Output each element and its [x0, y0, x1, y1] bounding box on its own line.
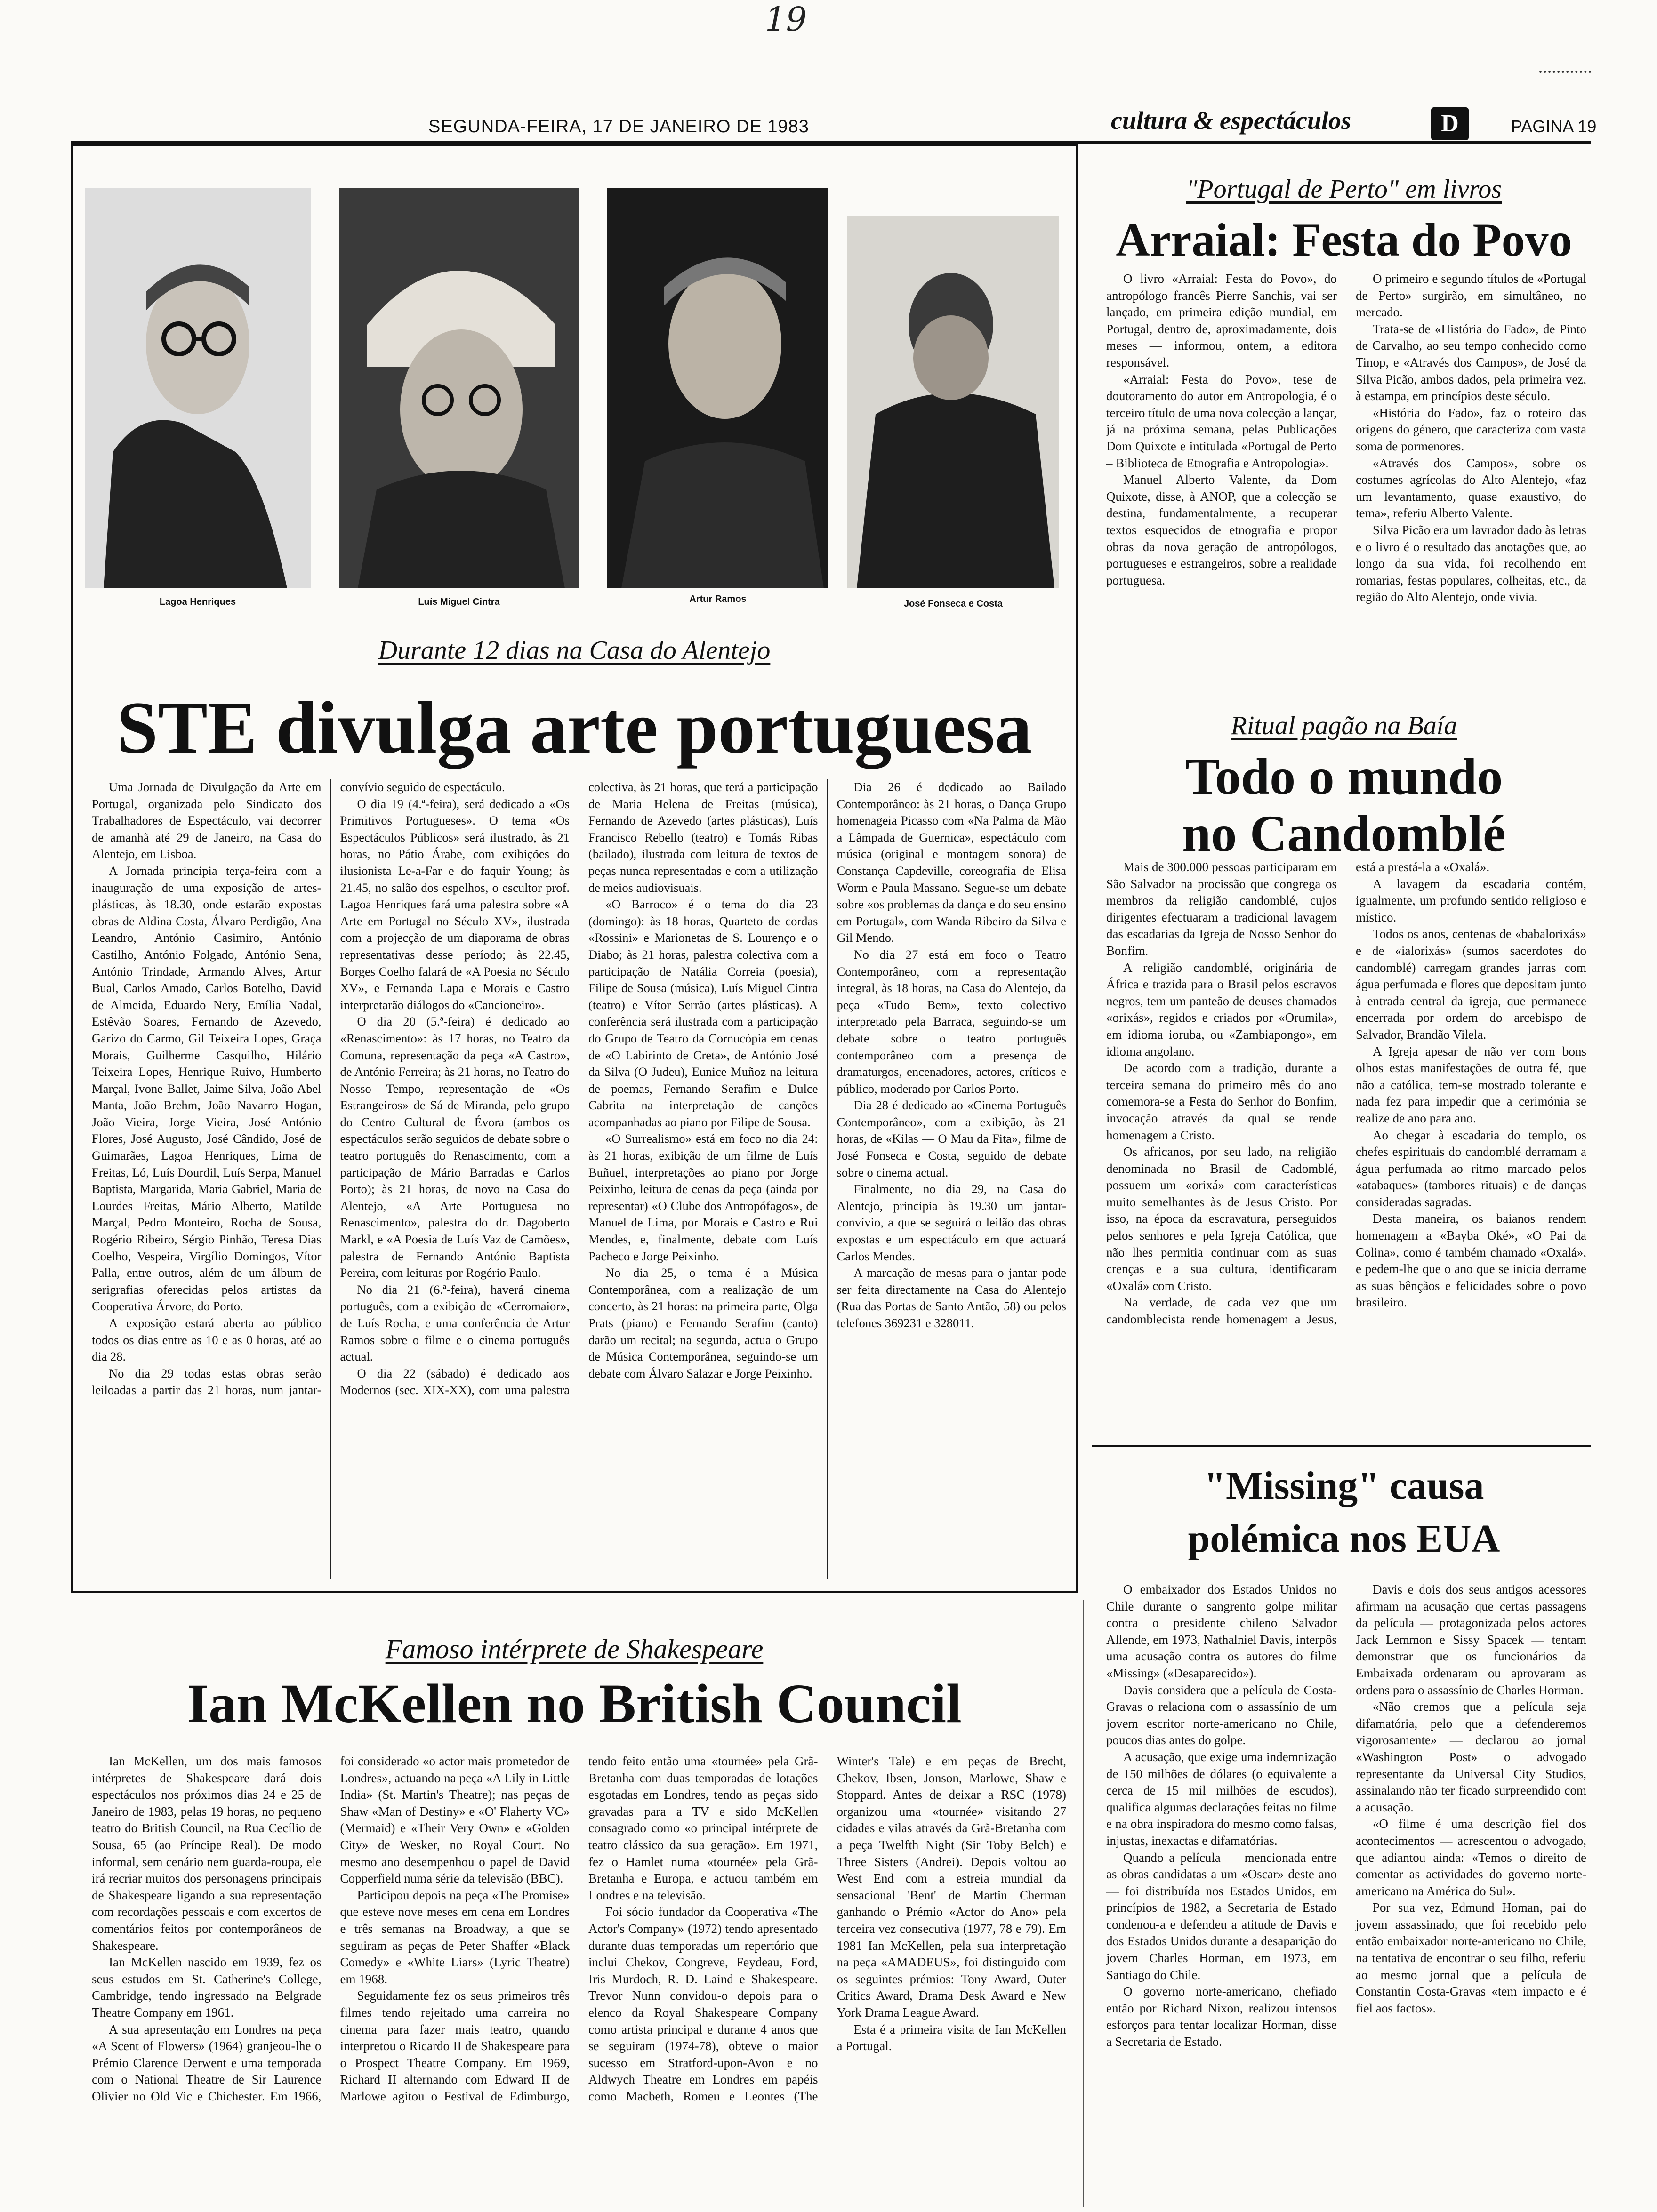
missing-headline-line: "Missing" causa: [1204, 1464, 1484, 1507]
ste-paragraph: A exposição estará aberta ao público todos os dias entre as 10 e as 0 horas, até ao dia 28.: [92, 1316, 322, 1364]
ste-paragraph: Uma Jornada de Divulgação da Arte em Portugal, organizada pelo Sindicato dos Trabalhadores de Espectáculo, vai decorrer de amanhã até 29 de Janeiro, na Casa do Alentejo, em Lisboa.: [92, 780, 322, 861]
mckellen-paragraph: Esta é a primeira visita de Ian McKellen a Portugal.: [837, 2022, 1066, 2053]
section-divider: [1092, 1445, 1591, 1447]
photo-lagoa-henriques: [85, 188, 311, 588]
arraial-paragraph: Trata-se de «História do Fado», de Pinto de Carvalho, ao seu tempo conhecido como Tinop, e «Através dos Campos», de José da Silva Picão, ambos dados, pela primeira vez, à estampa, em princípios deste século.: [1356, 321, 1586, 403]
ste-paragraph: «O Barroco» é o tema do dia 23 (domingo): às 18 horas, Quarteto de cordas «Rossini» e Marionetas de S. Lourenço e o Diabo; às 21 horas, palestra colectiva com a participação de Natália Correia (poesia), Filipe de Sousa (música), Luís Miguel Cintra (teatro) e Vítor Serrão (artes plásticas). A conferência será ilustrada com a participação do Grupo de Teatro da Cornucópia em cenas de «O Labirinto de Creta», de António José da Silva (O Judeu), Eunice Muñoz na leitura de poemas, Fernando Serafim e Dulce Cabrita na interpretação de canções acompanhadas ao piano por Filipe de Sousa.: [588, 897, 818, 1129]
corner-dots: [1539, 71, 1591, 75]
ste-paragraph: «O Surrealismo» está em foco no dia 24: às 21 horas, exibição de um filme de Luís Buñuel, interpretações ao piano por Jorge Peixinho, leitura de cenas da peça (ainda por representar) «O Clube dos Antropófagos», de Manuel de Lima, por Morais e Castro e Rui Mendes, e, finalmente, debate com Luís Pacheco e Jorge Peixinho.: [588, 1131, 818, 1263]
ste-paragraph: A Jornada principia terça-feira com a inauguração de uma exposição de artes-plásticas, às 18.30, onde estarão expostas obras de Aldina Costa, Álvaro Perdigão, Ana Leandro, António Casimiro, António Castilho, António Folgado, António Sena, António Trindade, Armando Alves, Artur Bual, Carlos Amado, Carlos Botelho, David de Almeida, Eduardo Nery, Emília Nadal, Estêvão Soares, Fernando de Azevedo, Garizo do Carmo, Gil Teixeira Lopes, Graça Morais, Guilherme Casquilho, Hilário Teixeira Lopes, Henrique Ruivo, Humberto Marçal, Ivone Ballet, Jaime Silva, João Abel Manta, João Brehm, João Navarro Hogan, João Vieira, Jorge Vieira, José António Flores, José Augusto, José Cândido, José de Guimarães, Lagoa Henriques, Lima de Freitas, Ló, Luís Dourdil, Luís Serpa, Manuel Baptista, Margarida, Maria Gabriel, Maria de Lourdes Freitas, Mário Alberto, Matilde Marçal, Pedro Monteiro, Rocha de Sousa, Rogério Ribeiro, Sérgio Pinhão, Teresa Dias Coelho, Vespeira, Virgílio Domingos, Vítor Palla, entre outros, além de um álbum de serigrafias oferecidas pelos artistas da Cooperativa Árvore, do Porto.: [92, 863, 322, 1314]
mckellen-headline: Ian McKellen no British Council: [187, 1673, 962, 1734]
ste-paragraph: No dia 29 todas estas obras serão leiloadas a partir das 21 horas, num jantar-convívio seguido de espectáculo.: [92, 780, 505, 1397]
missing-paragraph: Davis considera que a película de Costa-Gravas o relaciona com o assassínio de um jovem escritor norte-americano no Chile, poucos dias antes do golpe.: [1106, 1683, 1337, 1747]
mckellen-body: [92, 1753, 1066, 2207]
ste-paragraph: O dia 19 (4.ª-feira), será dedicado a «Os Primitivos Portugueses». O tema «Os Espectáculos Públicos» será ilustrado, às 21 horas, no Pátio Árabe, com exibições do ilusionista Le-a-Far e do faquir Young; às 21.45, no salão dos espelhos, o escultor prof. Lagoa Henriques fará uma palestra sobre «A Arte em Portugal no Século XV», ilustrada com a projecção de um diaporama de obras representativas desse período; às 22.45, Borges Coelho falará de «A Poesia no Século XV», e Fernanda Lapa e Morais e Castro interpretarão diálogos do «Cancioneiro».: [340, 796, 570, 1012]
mckellen-paragraph: Seguidamente fez os seus primeiros três filmes tendo rejeitado uma carreira no cinema para fazer mais teatro, quando interpretou o Ricardo II de Shakespeare para o Prospect Theatre Company. Em 1969, Richard II alternando com Edward II de Marlowe agitou o Festival de Edimburgo, tendo feito então uma «tournée» pela Grã-Bretanha com duas temporadas de lotações esgotadas em Londres, tendo as peças sido gravadas para a TV e sido McKellen consagrado como «o principal intérprete de teatro clássico da sua geração». Em 1971, fez o Hamlet numa «tournée» pela Grã-Bretanha e Europa, e actuou também em Londres e na televisão.: [340, 1754, 818, 2103]
missing-paragraph: «Não cremos que a película seja difamatória, pelo que a defenderemos vigorosamente» — declarou ao jornal «Washington Post» o advogado representante da Universal City Studios, assinalando não ter ficado surpreendido com a acusação.: [1356, 1699, 1586, 1814]
candomble-paragraph: Os africanos, por seu lado, na religião denominada no Brasil de Cadomblé, possuem um «orixá» com características muito semelhantes às de Jesus Cristo. Por isso, na época da escravatura, perseguidos pelos senhores e pela Igreja Católica, que não lhes permitia continuar com as suas crenças e a sua cultura, identificaram «Oxalá» com Cristo.: [1106, 1145, 1337, 1293]
ste-paragraph: O dia 22 (sábado) é dedicado aos Modernos (sec. XIX-XX), com uma palestra colectiva, às 21 horas, que terá a participação de Maria Helena de Freitas (música), Fernando de Azevedo (artes plásticas), Luís Francisco Rebello (teatro) e Tomás Ribas (bailado), ilustrada com leitura de textos de peças nunca representadas e com a utilização de meios audiovisuais.: [340, 780, 818, 1397]
missing-paragraph: Davis e dois dos seus antigos acessores afirmam na acusação que certas passagens da película — protagonizada pelos actores Jack Lemmon e Sissy Spacek — tentam demonstrar que os funcionários da Embaixada ordenaram ou aprovaram as ordens para o assassínio de Charles Horman.: [1356, 1582, 1586, 1697]
issue-date: SEGUNDA-FEIRA, 17 DE JANEIRO DE 1983: [428, 117, 809, 136]
photo-caption: José Fonseca e Costa: [903, 599, 1003, 609]
column-divider: [1083, 1600, 1084, 2207]
missing-body: [1106, 1581, 1586, 2207]
mckellen-paragraph: Ian McKellen nascido em 1939, fez os seus estudos em St. Catherine's College, Cambridge, tendo ingressado na Belgrade Theatre Company em 1961.: [92, 1955, 322, 2020]
ste-paragraph: No dia 21 (6.ª-feira), haverá cinema português, com a exibição de «Cerromaior», de Luís Rocha, e uma conferência de Artur Ramos sobre o filme e o cinema português actual.: [340, 1282, 570, 1364]
missing-paragraph: Quando a película — mencionada entre as obras candidatas a um «Oscar» deste ano — foi distribuída nos Estados Unidos, em princípios de 1982, a Secretaria de Estado condenou-a e defendeu a atitude de Davis e dos Estados Unidos durante a desaparição do jovem Charles Horman, em 1973, em Santiago do Chile.: [1106, 1850, 1337, 1982]
missing-headline: [1097, 1459, 1591, 1566]
mckellen-kicker: Famoso intérprete de Shakespeare: [385, 1634, 764, 1664]
candomble-paragraph: Na verdade, de cada vez que um candomblecista rende homenagem a Jesus, está a prestá-la a «Oxalá».: [1106, 860, 1490, 1327]
candomble-paragraph: De acordo com a tradição, durante a terceira semana do primeiro mês do ano comemora-se a Festa do Senhor do Bonfim, invocação através da qual se rende homenagem a Cristo.: [1106, 1061, 1337, 1142]
ste-paragraph: Finalmente, no dia 29, na Casa do Alentejo, principia às 19.30 um jantar-convívio, a que se seguirá o leilão das obras expostas e um espectáculo em que actuará Carlos Mendes.: [837, 1182, 1066, 1263]
ste-paragraph: No dia 25, o tema é a Música Contemporânea, com a realização de um concerto, às 21 horas: na primeira parte, Olga Prats (piano) e Fernando Serafim (canto) darão um recital; na segunda, actua o Grupo de Música Contemporânea, seguindo-se um debate com Álvaro Salazar e Jorge Peixinho.: [588, 1266, 818, 1380]
mckellen-paragraph: Participou depois na peça «The Promise» que esteve nove meses em cena em Londres e três semanas na Broadway, a que se seguiram as peças de Peter Shaffer «Black Comedy» e «White Liars» (Lyric Theatre) em 1968.: [340, 1888, 570, 1986]
section-title: cultura & espectáculos: [1111, 106, 1351, 135]
ste-paragraph: O dia 20 (5.ª-feira) é dedicado ao «Renascimento»: às 17 horas, no Teatro da Comuna, representação da peça «A Castro», de António Ferreira; às 21 horas, no Teatro do Nosso Tempo, representação de «Os Estrangeiros» de Sá de Miranda, pelo grupo do Centro Cultural de Évora (ambos os espectáculos serão seguidos de debate sobre o teatro português do Renascimento, com a participação de Mário Barradas e Carlos Porto); às 21 horas, de novo na Casa do Alentejo, «A Arte Portuguesa no Renascimento», palestra do dr. Dagoberto Markl, e «A Poesia de Luís Vaz de Camões», palestra de Fernando António Baptista Pereira, com leituras por Rogério Paulo.: [340, 1014, 570, 1280]
candomble-kicker: Ritual pagão na Baía: [1231, 711, 1457, 740]
photo-artur-ramos: [607, 188, 828, 588]
missing-paragraph: O governo norte-americano, chefiado então por Richard Nixon, realizou intensos esforços para tentar localizar Horman, disse a Secretaria de Estado.: [1106, 1984, 1337, 2049]
page-number: PAGINA 19: [1511, 117, 1597, 136]
photo-caption: Luís Miguel Cintra: [418, 597, 500, 607]
mckellen-paragraph: A sua apresentação em Londres na peça «A Scent of Flowers» (1964) granjeou-lhe o Prémio Clarence Derwent e uma temporada com o National Theatre de Sir Laurence Olivier no Old Vic e Chichester. Em 1966, foi considerado «o actor mais prometedor de Londres», actuando na peça «A Lily in Little India» (St. Martin's Theatre); nas peças de Shaw «Man of Destiny» e «O' Flaherty VC» (Mermaid) e «Their Very Own» e «Golden City» de Wesker, no Royal Court. No mesmo ano desempenhou o papel de David Copperfield numa série da televisão (BBC).: [92, 1754, 570, 2103]
missing-paragraph: «O filme é uma descrição fiel dos acontecimentos — acrescentou o advogado, que adiantou ainda: «Temos o direito de comentar as actividades do governo norte-americano na América do Sul».: [1356, 1817, 1586, 1898]
candomble-paragraph: A Igreja apesar de não ver com bons olhos estas manifestações de outra fé, que não a católica, tem-se mostrado tolerante e nada fez para impedir que a cerimónia se realize de ano para ano.: [1356, 1044, 1586, 1125]
arraial-paragraph: Silva Picão era um lavrador dado às letras e o livro é o resultado das anotações que, ao longo da sua vida, foi recolhendo em romarias, festas populares, colheitas, etc., da região do Alto Alentejo, onde vivia.: [1356, 522, 1586, 604]
photo-jose-fonseca-e-costa: [847, 216, 1059, 588]
candomble-headline-line: Todo o mundo: [1185, 748, 1503, 805]
candomble-paragraph: Todos os anos, centenas de «babalorixás» e de «ialorixás» (sumos sacerdotes do candomblé) carregam grandes jarras com água perfumada e flores que depositam junto à entrada central da igreja, que permanece encerrada por ordem do arcebispo de Salvador, Brandão Vilela.: [1356, 927, 1586, 1042]
candomble-headline: [1097, 748, 1591, 862]
arraial-kicker: "Portugal de Perto" em livros: [1186, 175, 1502, 204]
photo-caption: Lagoa Henriques: [159, 597, 236, 607]
mckellen-paragraph: Ian McKellen, um dos mais famosos intérpretes de Shakespeare dará dois espectáculos nos próximos dias 24 e 25 de Janeiro de 1983, pelas 19 horas, no pequeno teatro do British Council, na Rua Cecílio de Sousa, 65 (ao Príncipe Real). De modo informal, sem cenário nem guarda-roupa, ele irá recriar muitos dos personagens principais de Shakespeare ligando a sua representação com recordações pessoais e com excertos de comentários feitos por contemporâneos de Shakespeare.: [92, 1754, 322, 1953]
candomble-headline-line: no Candomblé: [1182, 805, 1506, 862]
missing-paragraph: Por sua vez, Edmund Homan, pai do jovem assassinado, que foi recebido pelo então embaixador norte-americano no Chile, na tentativa de encontrar o seu filho, referiu ao mesmo jornal que a película de Constantin Costa-Gravas «tem impacto e é fiel aos factos».: [1356, 1900, 1586, 2015]
missing-headline-line: polémica nos EUA: [1188, 1517, 1500, 1561]
handwritten-page-mark: 19: [765, 0, 807, 39]
arraial-paragraph: O livro «Arraial: Festa do Povo», do antropólogo francês Pierre Sanchis, vai ser lançado, em primeira edição mundial, em Portugal, dentro de, aproximadamente, dois meses — informou, ontem, a editora responsável.: [1106, 272, 1337, 369]
arraial-paragraph: Manuel Alberto Valente, da Dom Quixote, disse, à ANOP, que a colecção se destina, fundamentalmente, a recuperar textos esquecidos de etnografia e propor obras da nova geração de antropólogos, portugueses e estrangeiros, sobre a realidade portuguesa.: [1106, 473, 1337, 587]
candomble-paragraph: A lavagem da escadaria contém, igualmente, um profundo sentido religioso e místico.: [1356, 876, 1586, 924]
candomble-paragraph: Mais de 300.000 pessoas participaram em São Salvador na procissão que congrega os membros da religião candomblé, cujos dirigentes efectuaram a tradicional lavagem das escadarias da Igreja de Nosso Senhor do Bonfim.: [1106, 860, 1337, 958]
arraial-headline: Arraial: Festa do Povo: [1116, 214, 1572, 266]
photo-caption: Artur Ramos: [689, 594, 747, 604]
ste-paragraph: No dia 27 está em foco o Teatro Contemporâneo, com a representação integral, às 18 horas, na Casa do Alentejo, da peça «Tudo Bem», texto colectivo interpretado pela Barraca, seguindo-se um debate sobre o teatro português contemporâneo com a presença de dramaturgos, encenadores, actores, críticos e público, moderado por Carlos Porto.: [837, 947, 1066, 1096]
candomble-body: [1106, 859, 1586, 1433]
mckellen-paragraph: Foi sócio fundador da Cooperativa «The Actor's Company» (1972) tendo apresentado durante duas temporadas um repertório que inclui Chekov, Congreve, Feydeau, Ford, Iris Murdoch, R. D. Laind e Shakespeare. Trevor Nunn convidou-o depois para o elenco da Royal Shakespeare Company como artista principal e durante 4 anos que se seguiram (1974-78), obteve o maior sucesso em Stratford-upon-Avon e no Aldwych Theatre em Londres em papéis como Macbeth, Romeu e Leontes (The Winter's Tale) e em peças de Brecht, Chekov, Ibsen, Jonson, Marlowe, Shaw e Stoppard. Antes de deixar a RSC (1978) organizou uma «tournée» visitando 27 cidades e vilas através da Grã-Bretanha com a peça Twelfth Night (Sir Toby Belch) e Three Sisters (Andrei). Depois voltou ao West End com a estreia mundial da sensacional 'Bent' de Martin Cherman ganhando o Prémio «Actor do Ano» pela terceira vez consecutiva (1977, 78 e 79). Em 1981 Ian McKellen, pela sua interpretação na peça «AMADEUS», foi distinguido com os seguintes prémios: Tony Award, Outer Critics Award, Drama Desk Award e New York Drama League Award.: [588, 1754, 1066, 2103]
candomble-paragraph: Ao chegar à escadaria do templo, os chefes espirituais do candomblé derramam a água perfumada ao ritmo marcado pelos «atabaques» (tambores rituais) e de danças consideradas sagradas.: [1356, 1128, 1586, 1209]
photo-luis-miguel-cintra: [339, 188, 579, 588]
arraial-body: [1106, 271, 1586, 689]
missing-paragraph: A acusação, que exige uma indemnização de 150 milhões de dólares (o equivalente a cerca de 15 mil milhões de escudos), qualifica algumas declarações feitas no filme e na obra inspiradora do mesmo como falsas, injustas, inexactas e difamatórias.: [1106, 1749, 1337, 1848]
candomble-paragraph: A religião candomblé, originária de África e trazida para o Brasil pelos escravos negros, tem um panteão de deuses chamados «orixás», regidos e criados por «Orumila», em idioma ioruba, ou «Zambiapongo», em idioma angolano.: [1106, 960, 1337, 1058]
ste-paragraph: A marcação de mesas para o jantar pode ser feita directamente na Casa do Alentejo (Rua das Portas de Santo Antão, 58) ou pelos telefones 369231 e 328011.: [837, 1266, 1066, 1330]
ste-kicker: Durante 12 dias na Casa do Alentejo: [378, 636, 771, 665]
ste-body: [92, 779, 1066, 1579]
arraial-paragraph: «História do Fado», faz o roteiro das origens do género, que caracteriza com vasta soma de pormenores.: [1356, 405, 1586, 453]
candomble-paragraph: Desta maneira, os baianos rendem homenagem a «Bayba Oké», «O Pai da Colina», como é também chamado «Oxalá», e pedem-lhe que o ano que se inicia derrame as suas bênçãos e felicidades sobre o povo brasileiro.: [1356, 1211, 1586, 1310]
newspaper-logo: D: [1431, 107, 1469, 140]
missing-paragraph: O embaixador dos Estados Unidos no Chile durante o sangrento golpe militar contra o presidente chileno Salvador Allende, em 1973, Nathalniel Davis, interpôs uma acusação contra os autores do filme «Missing» («Desaparecido»).: [1106, 1582, 1337, 1680]
arraial-paragraph: O primeiro e segundo títulos de «Portugal de Perto» surgirão, em simultâneo, no mercado.: [1356, 272, 1586, 320]
ste-headline: STE divulga arte portuguesa: [116, 687, 1032, 769]
arraial-paragraph: «Arraial: Festa do Povo», tese de doutoramento do autor em Antropologia, é o terceiro título de uma nova colecção a lançar, já na próxima semana, pelas Publicações Dom Quixote e intitulada «Portugal de Perto – Biblioteca de Etnografia e Antropologia».: [1106, 372, 1337, 470]
ste-paragraph: Dia 28 é dedicado ao «Cinema Português Contemporâneo», com a exibição, às 21 horas, de «Kilas — O Mau da Fita», filme de José Fonseca e Costa, seguido de debate sobre o cinema actual.: [837, 1098, 1066, 1179]
ste-paragraph: Dia 26 é dedicado ao Bailado Contemporâneo: às 21 horas, o Dança Grupo homenageia Picasso com «Na Palma da Mão a Lâmpada de Guernica», espectáculo com música (original e montagem sonora) de Constança Capdeville, coreografia de Elisa Worm e Paula Massano. Segue-se um debate sobre «os problemas da dança e do seu ensino em Portugal», com Wanda Ribeiro da Silva e Gil Mendo.: [837, 780, 1066, 945]
arraial-paragraph: «Através dos Campos», sobre os costumes agrícolas do Alto Alentejo, «faz um levantamento, quase exaustivo, do tema», referiu Alberto Valente.: [1356, 456, 1586, 521]
